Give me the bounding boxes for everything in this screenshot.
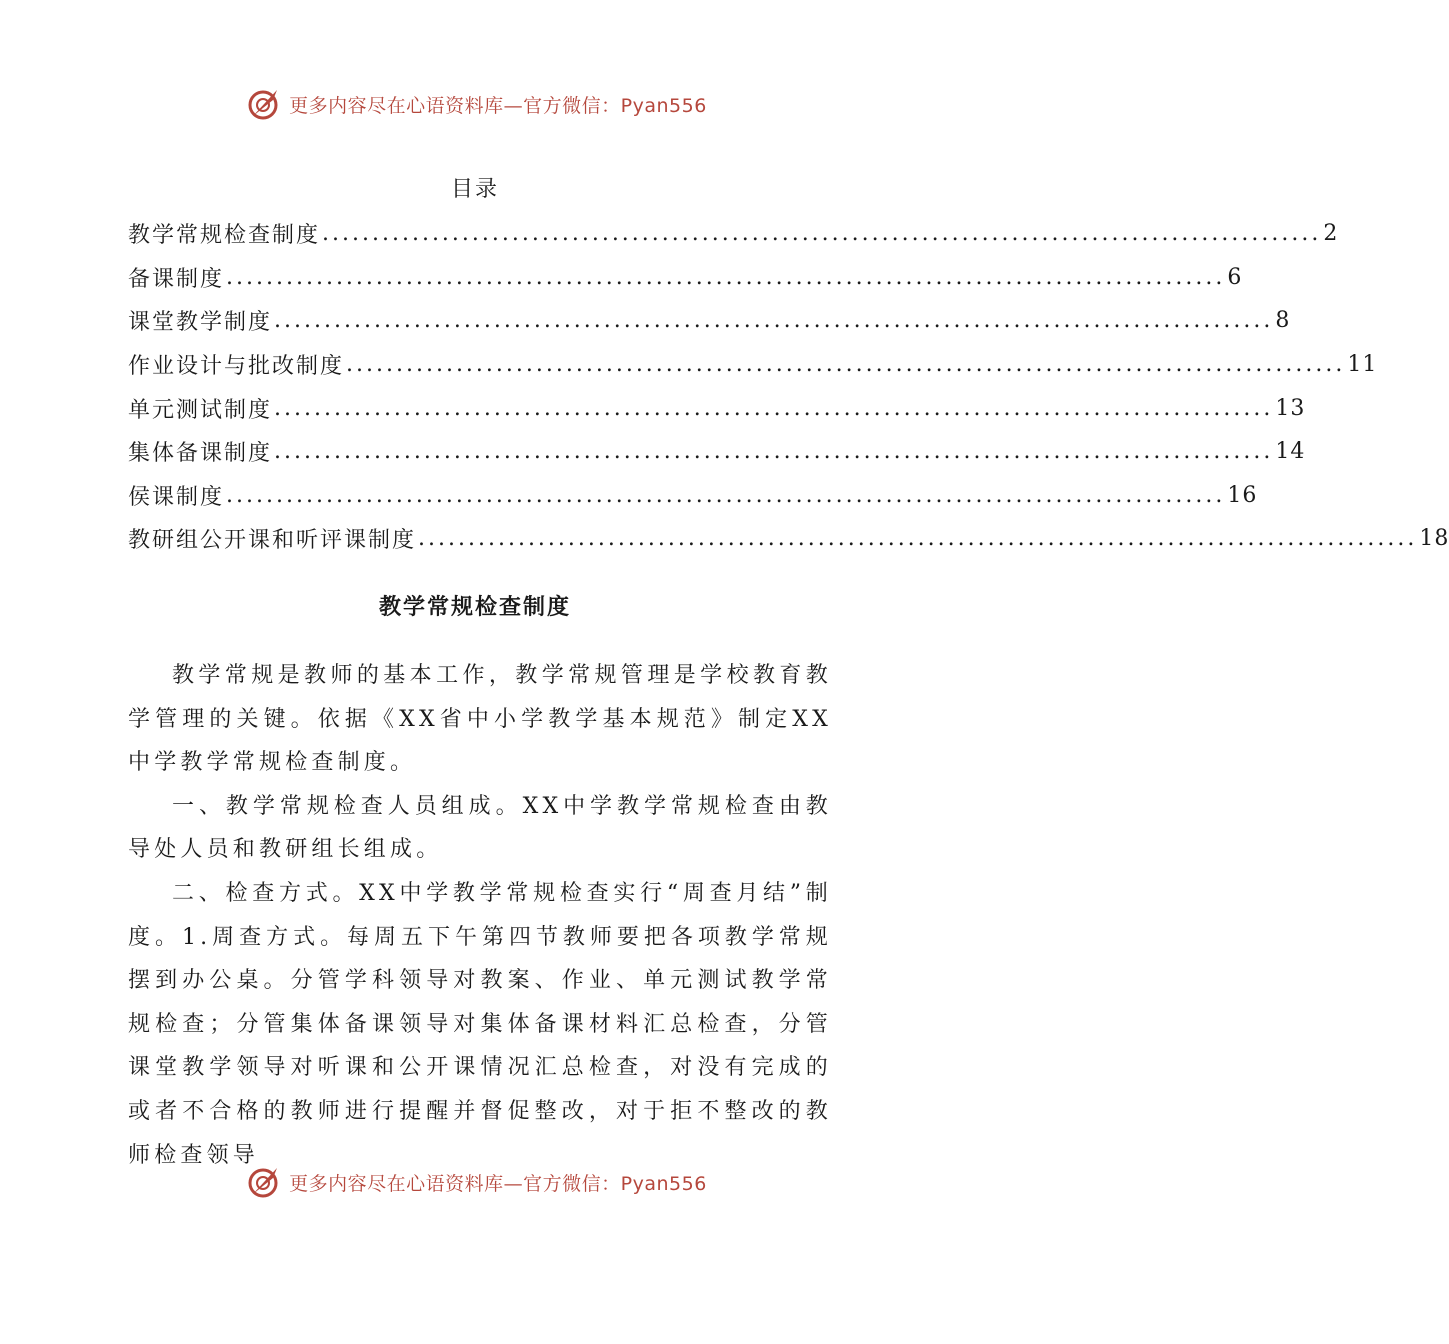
toc-leader-dots: .................................................................................................... (274, 395, 1274, 421)
table-of-contents (128, 212, 1449, 561)
quill-logo-icon (243, 1162, 283, 1202)
toc-leader-dots: .................................................................................................... (226, 482, 1226, 508)
quill-logo-icon (243, 84, 283, 124)
toc-item[interactable] (128, 474, 1258, 518)
toc-item-label: 课堂教学制度 (128, 310, 273, 336)
header-banner-text: 更多内容尽在心语资料库—官方微信： (289, 94, 621, 117)
toc-item-page: 6 (1227, 264, 1243, 290)
toc-leader-dots: .................................................................................................... (274, 439, 1274, 465)
toc-leader-dots: .................................................................................................... (346, 352, 1346, 378)
footer-banner-wechat-id: Pyan556 (620, 1172, 707, 1195)
toc-item[interactable] (128, 430, 1306, 474)
toc-item-page: 14 (1275, 439, 1306, 465)
toc-item-page: 18 (1419, 526, 1449, 552)
toc-item[interactable] (128, 212, 1339, 256)
toc-item-label: 集体备课制度 (128, 441, 273, 467)
toc-item[interactable] (128, 386, 1306, 430)
toc-item[interactable] (128, 299, 1291, 343)
toc-item-label: 侯课制度 (128, 484, 225, 510)
body-paragraph: 二、检查方式。XX中学教学常规检查实行“周查月结”制度。1.周查方式。每周五下午第四节教师要把各项教学常规摆到办公桌。分管学科领导对教案、作业、单元测试教学常规检查；分管集体备课领导对集体备课材料汇总检查，分管课堂教学领导对听课和公开课情况汇总检查，对没有完成的或者不合格的教师进行提醒并督促整改，对于拒不整改的教师检查领导 (128, 880, 832, 1168)
toc-leader-dots: .................................................................................................... (418, 526, 1418, 552)
toc-item-page: 16 (1227, 482, 1258, 508)
toc-leader-dots: .................................................................................................... (274, 308, 1274, 334)
body-paragraph: 教学常规是教师的基本工作，教学常规管理是学校教育教学管理的关键。依据《XX省中小学教学基本规范》制定XX中学教学常规检查制度。 (128, 663, 832, 776)
toc-item-label: 作业设计与批改制度 (128, 354, 345, 380)
toc-item[interactable] (128, 343, 1378, 387)
footer-banner (0, 1160, 950, 1204)
section-title: 教学常规检查制度 (378, 594, 571, 620)
toc-leader-dots: .................................................................................................... (322, 221, 1322, 247)
section-body (128, 654, 832, 1177)
toc-item[interactable] (128, 256, 1243, 300)
toc-item[interactable] (128, 517, 1449, 561)
toc-item-page: 11 (1347, 352, 1378, 378)
header-banner (0, 82, 950, 126)
toc-item-label: 教研组公开课和听评课制度 (128, 528, 417, 554)
toc-item-page: 2 (1323, 221, 1339, 247)
header-banner-wechat-id: Pyan556 (620, 94, 707, 117)
footer-banner-text: 更多内容尽在心语资料库—官方微信： (289, 1172, 621, 1195)
toc-item-page: 13 (1275, 395, 1306, 421)
toc-leader-dots: .................................................................................................... (226, 264, 1226, 290)
toc-item-page: 8 (1275, 308, 1291, 334)
body-paragraph: 一、教学常规检查人员组成。XX中学教学常规检查由教导处人员和教研组长组成。 (128, 793, 832, 863)
toc-item-label: 单元测试制度 (128, 397, 273, 423)
toc-title: 目录 (450, 177, 499, 202)
toc-item-label: 备课制度 (128, 266, 225, 292)
toc-item-label: 教学常规检查制度 (128, 223, 321, 249)
